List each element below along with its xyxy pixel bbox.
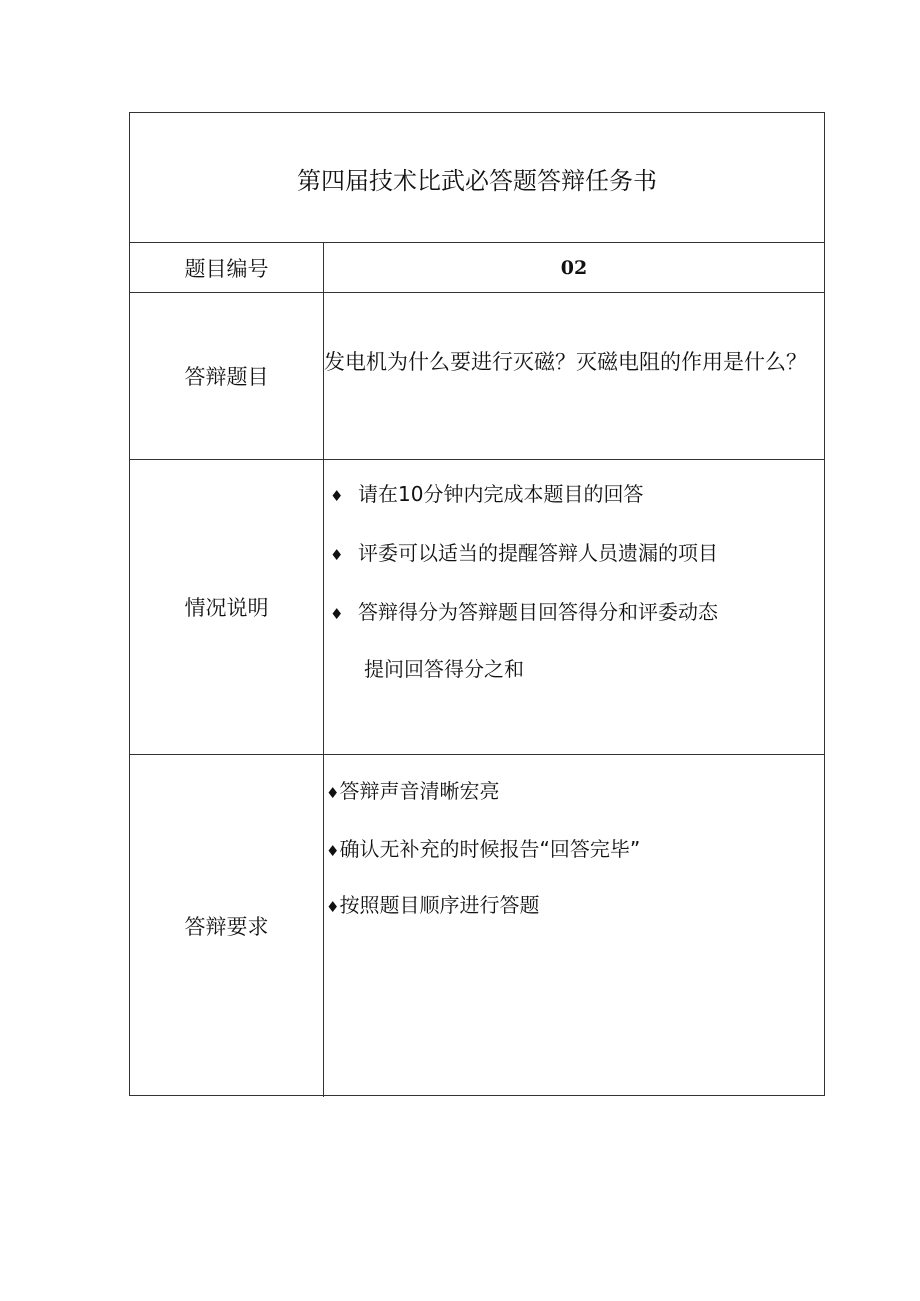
row-question-number bbox=[130, 242, 824, 292]
question-topic-label: 答辩题目 bbox=[130, 293, 324, 459]
diamond-bullet-icon: ♦ bbox=[326, 898, 340, 916]
situation-cell bbox=[324, 460, 824, 754]
question-topic-text: 发电机为什么要进行灭磁？灭磁电阻的作用是什么？ bbox=[324, 350, 807, 374]
question-topic-cell bbox=[324, 293, 824, 459]
requirement-item: ♦确认无补充的时候报告“回答完毕” bbox=[326, 837, 641, 861]
requirement-item: ♦按照题目顺序进行答题 bbox=[326, 893, 540, 917]
situation-item: ♦ 答辩得分为答辩题目回答得分和评委动态 bbox=[330, 600, 718, 624]
question-number-cell bbox=[324, 243, 824, 292]
question-number-value: 02 bbox=[560, 256, 588, 279]
diamond-bullet-icon: ♦ bbox=[326, 784, 340, 802]
question-number-label: 题目编号 bbox=[130, 243, 324, 292]
requirement-item: ♦答辩声音清晰宏亮 bbox=[326, 779, 500, 803]
diamond-bullet-icon: ♦ bbox=[330, 546, 344, 564]
situation-item: ♦ 评委可以适当的提醒答辩人员遗漏的项目 bbox=[330, 541, 718, 565]
task-table bbox=[129, 112, 825, 1096]
situation-label: 情况说明 bbox=[130, 460, 324, 754]
row-question-topic bbox=[130, 292, 824, 459]
situation-item-continuation: 提问回答得分之和 bbox=[364, 657, 524, 681]
diamond-bullet-icon: ♦ bbox=[330, 605, 344, 623]
title-row bbox=[130, 113, 824, 242]
situation-item: ♦ 请在10分钟内完成本题目的回答 bbox=[330, 482, 644, 506]
document-title: 第四届技术比武必答题答辩任务书 bbox=[297, 167, 657, 195]
row-requirements bbox=[130, 754, 824, 1097]
requirements-label: 答辩要求 bbox=[130, 755, 324, 1097]
diamond-bullet-icon: ♦ bbox=[326, 842, 340, 860]
requirements-cell bbox=[324, 755, 824, 1097]
row-situation bbox=[130, 459, 824, 754]
diamond-bullet-icon: ♦ bbox=[330, 487, 344, 505]
